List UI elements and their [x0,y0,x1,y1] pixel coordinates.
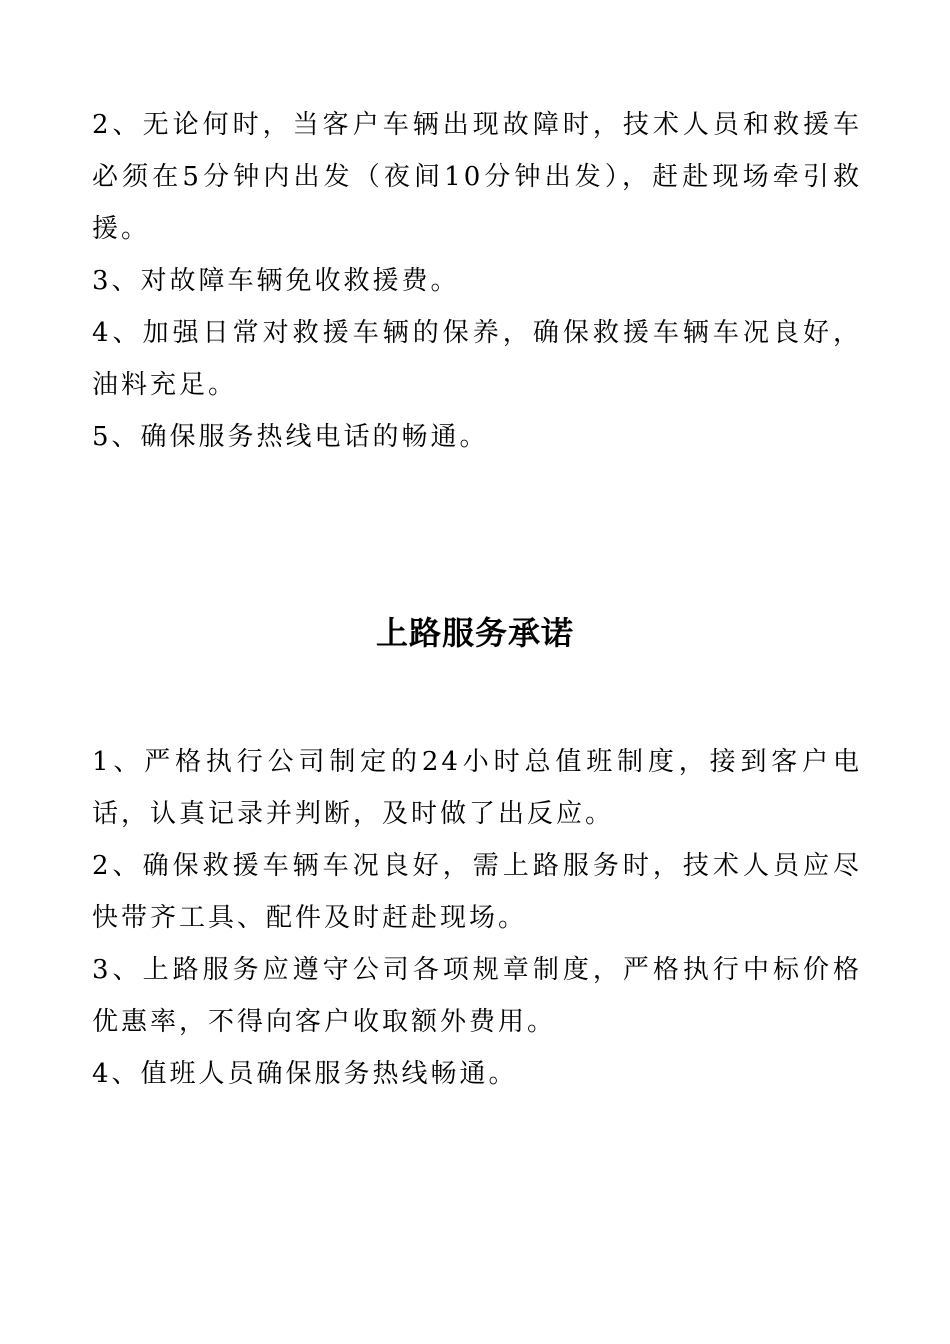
list-item: 5、确保服务热线电话的畅通。 [92,422,489,452]
rescue-commitment-list [92,99,862,463]
section-title: 上路服务承诺 [375,614,574,652]
list-item: 3、对故障车辆免收救援费。 [92,266,460,296]
list-item: 3、上路服务应遵守公司各项规章制度，严格执行中标价格优惠率，不得向客户收取额外费用。 [92,955,862,1037]
list-item: 1、严格执行公司制定的24小时总值班制度，接到客户电话，认真记录并判断，及时做了出反应。 [92,747,862,829]
list-item: 4、值班人员确保服务热线畅通。 [92,1059,518,1089]
list-item: 2、确保救援车辆车况良好，需上路服务时，技术人员应尽快带齐工具、配件及时赶赴现场。 [92,851,862,933]
road-service-commitment-list [92,736,862,1100]
list-item: 2、无论何时，当客户车辆出现故障时，技术人员和救援车必须在5分钟内出发（夜间10分钟出发），赶赴现场牵引救援。 [92,110,862,244]
list-item: 4、加强日常对救援车辆的保养，确保救援车辆车况良好，油料充足。 [92,318,862,400]
